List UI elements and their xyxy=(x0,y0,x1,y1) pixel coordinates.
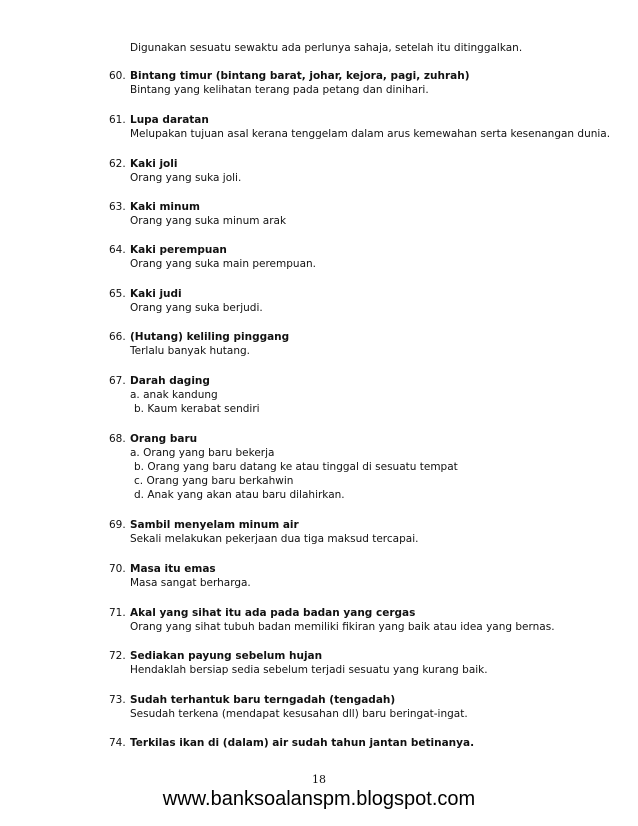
entry-term: Lupa daratan xyxy=(130,114,209,126)
entry-definition: Sesudah terkena (mendapat kesusahan dll) baru beringat-ingat. xyxy=(130,708,468,720)
entry-definition: Bintang yang kelihatan terang pada petang dan dinihari. xyxy=(130,84,429,96)
entry-64 xyxy=(109,243,316,271)
entry-70 xyxy=(109,562,251,590)
entry-term: Darah daging xyxy=(130,375,210,387)
entry-65 xyxy=(109,287,263,315)
entry-69 xyxy=(109,518,418,546)
entry-sense: d. Anak yang akan atau baru dilahirkan. xyxy=(134,489,345,501)
entry-73 xyxy=(109,693,468,721)
entry-definition: Masa sangat berharga. xyxy=(130,577,251,589)
entry-number: 72. xyxy=(109,650,126,662)
entry-72 xyxy=(109,649,488,677)
entry-number: 69. xyxy=(109,519,126,531)
entry-term: Masa itu emas xyxy=(130,563,216,575)
entry-68 xyxy=(109,432,458,502)
entry-number: 60. xyxy=(109,70,126,82)
entry-term: Kaki judi xyxy=(130,288,182,300)
entry-term: Sambil menyelam minum air xyxy=(130,519,299,531)
entry-number: 70. xyxy=(109,563,126,575)
entry-term: Sudah terhantuk baru terngadah (tengadah) xyxy=(130,694,396,706)
entry-definition: Orang yang suka minum arak xyxy=(130,215,287,227)
entry-66 xyxy=(109,330,289,358)
intro-line: Digunakan sesuatu sewaktu ada perlunya sahaja, setelah itu ditinggalkan. xyxy=(130,42,523,54)
entry-term: Kaki joli xyxy=(130,158,178,170)
entry-term: Bintang timur (bintang barat, johar, kejora, pagi, zuhrah) xyxy=(130,70,470,82)
entry-sense: a. Orang yang baru bekerja xyxy=(130,447,275,459)
entry-definition: Orang yang sihat tubuh badan memiliki fikiran yang baik atau idea yang bernas. xyxy=(130,621,555,633)
entry-61 xyxy=(109,113,610,141)
entry-62 xyxy=(109,157,241,185)
entry-definition: Terlalu banyak hutang. xyxy=(130,345,251,357)
entry-sense: a. anak kandung xyxy=(130,389,218,401)
entry-number: 66. xyxy=(109,331,126,343)
entry-number: 63. xyxy=(109,201,126,213)
entry-63 xyxy=(109,200,286,228)
entry-sense: b. Kaum kerabat sendiri xyxy=(134,403,260,415)
entry-number: 65. xyxy=(109,288,126,300)
entry-term: Orang baru xyxy=(130,433,198,445)
entry-definition: Sekali melakukan pekerjaan dua tiga maksud tercapai. xyxy=(130,533,419,545)
entry-number: 73. xyxy=(109,694,126,706)
entry-term: Kaki minum xyxy=(130,201,200,213)
entry-number: 64. xyxy=(109,244,126,256)
entry-sense: c. Orang yang baru berkahwin xyxy=(134,475,294,487)
entry-term: Akal yang sihat itu ada pada badan yang cergas xyxy=(130,607,416,619)
entry-definition: Melupakan tujuan asal kerana tenggelam dalam arus kemewahan serta kesenangan dunia. xyxy=(130,128,611,140)
page-number: 18 xyxy=(312,773,326,786)
entry-74 xyxy=(109,736,474,750)
entry-term: Sediakan payung sebelum hujan xyxy=(130,650,323,662)
entry-number: 62. xyxy=(109,158,126,170)
entry-71 xyxy=(109,606,555,634)
entry-term: Terkilas ikan di (dalam) air sudah tahun jantan betinanya. xyxy=(130,737,475,749)
entry-sense: b. Orang yang baru datang ke atau tinggal di sesuatu tempat xyxy=(134,461,458,473)
entry-definition: Orang yang suka berjudi. xyxy=(130,302,263,314)
entry-definition: Orang yang suka main perempuan. xyxy=(130,258,316,270)
entry-number: 61. xyxy=(109,114,126,126)
entry-term: Kaki perempuan xyxy=(130,244,227,256)
entry-60 xyxy=(109,69,470,97)
entry-definition: Orang yang suka joli. xyxy=(130,172,242,184)
entry-67 xyxy=(109,374,260,416)
entry-number: 68. xyxy=(109,433,126,445)
entry-term: (Hutang) keliling pinggang xyxy=(130,331,290,343)
footer-url: www.banksoalanspm.blogspot.com xyxy=(162,788,476,810)
entry-number: 71. xyxy=(109,607,126,619)
entry-number: 67. xyxy=(109,375,126,387)
entry-number: 74. xyxy=(109,737,126,749)
entry-definition: Hendaklah bersiap sedia sebelum terjadi sesuatu yang kurang baik. xyxy=(130,664,488,676)
